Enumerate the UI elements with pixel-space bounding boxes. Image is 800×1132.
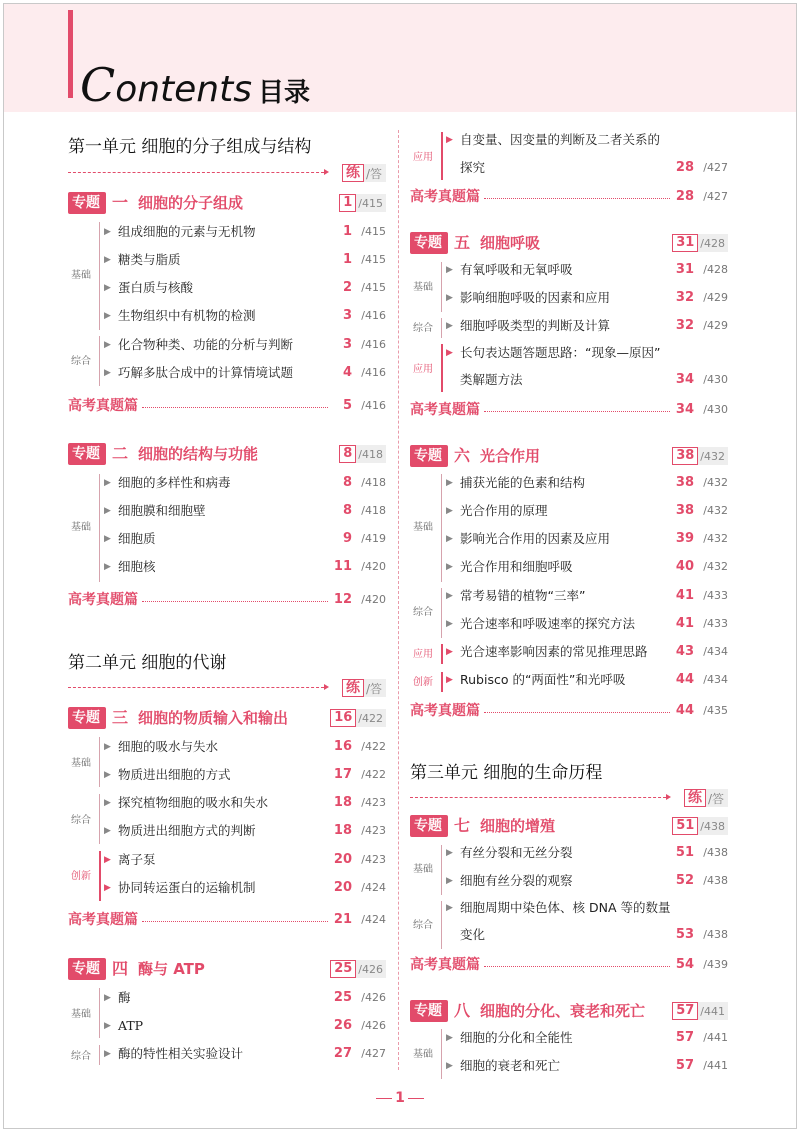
- toc-entry[interactable]: ▶ 组成细胞的元素与无机物 1 /415: [104, 222, 386, 242]
- topic-number: 六: [454, 446, 471, 465]
- unit-1-lianda: [68, 164, 386, 182]
- group-label: 基础: [71, 758, 91, 769]
- group-bar: [99, 851, 101, 901]
- column-divider: [398, 130, 399, 1070]
- group-label: 创新: [413, 677, 433, 688]
- topic-tag: 专题: [68, 443, 106, 465]
- toc-entry[interactable]: ▶ 捕获光能的色素和结构 38 /432: [446, 475, 728, 490]
- triangle-bullet-icon: ▶: [104, 340, 111, 350]
- group-bar: [99, 222, 100, 330]
- topic-name: 酶与 ATP: [138, 960, 205, 978]
- topic-number: 四: [112, 959, 129, 978]
- unit-2-lianda: 练 /答: [68, 679, 386, 697]
- group-bar: [99, 474, 100, 582]
- toc-entry-continued[interactable]: 变化 53 /438: [460, 927, 728, 942]
- topic-tag: 专题: [410, 1000, 448, 1022]
- topic-page: 1 /415: [339, 194, 386, 212]
- toc-entry[interactable]: ▶ 细胞的多样性和病毒 8 /418: [104, 475, 386, 490]
- toc-entry[interactable]: ▶ 细胞呼吸类型的判断及计算 32 /429: [446, 318, 728, 333]
- toc-entry[interactable]: ▶ 探究植物细胞的吸水和失水 18 /423: [104, 795, 386, 810]
- toc-entry[interactable]: ▶ 光合作用的原理 38 /432: [446, 503, 728, 518]
- topic-tag: 专题: [68, 707, 106, 729]
- gaokao-row[interactable]: 高考真题篇 12 /420: [68, 592, 386, 608]
- triangle-bullet-icon: ▶: [104, 255, 111, 265]
- toc-entry[interactable]: ▶ 酶 25 /426: [104, 990, 386, 1005]
- topic-tag: 专题: [410, 815, 448, 837]
- group-label: 基础: [71, 1009, 91, 1020]
- topic-1-header[interactable]: [68, 192, 386, 214]
- triangle-bullet-icon: ▶: [104, 227, 111, 237]
- topic-page: 57 /441: [672, 1002, 728, 1020]
- toc-entry-continued[interactable]: 类解题方法 34 /430: [460, 372, 728, 387]
- toc-entry[interactable]: ▶ 细胞的衰老和死亡 57 /441: [446, 1058, 728, 1073]
- topic-number: 七: [454, 816, 471, 835]
- title-initial: C: [80, 58, 116, 112]
- toc-entry[interactable]: ▶ 长句表达题答题思路：“现象—原因”: [446, 345, 661, 360]
- toc-entry[interactable]: ▶ 有丝分裂和无丝分裂 51 /438: [446, 845, 728, 860]
- topic-name: 细胞的物质输入和输出: [138, 709, 289, 727]
- toc-entry[interactable]: ▶ 细胞的分化和全能性 57 /441: [446, 1030, 728, 1045]
- toc-entry[interactable]: ▶ 酶的特性相关实验设计 27 /427: [104, 1046, 386, 1061]
- toc-entry[interactable]: ▶ 糖类与脂质 1 /415: [104, 250, 386, 270]
- toc-entry[interactable]: ▶ 细胞的吸水与失水 16 /422: [104, 739, 386, 754]
- toc-entry[interactable]: ▶ ATP 26 /426: [104, 1018, 386, 1033]
- unit-3-title: 第三单元 细胞的生命历程: [410, 763, 603, 783]
- topic-4-header[interactable]: [68, 958, 386, 980]
- topic-2-header[interactable]: [68, 443, 386, 465]
- gaokao-row[interactable]: 高考真题篇 54 /439: [410, 957, 728, 973]
- toc-entry[interactable]: ▶ 光合速率和呼吸速率的探究方法 41 /433: [446, 616, 728, 631]
- topic-page: 51 /438: [672, 817, 728, 835]
- group-bar: [441, 344, 443, 392]
- group-label: 基础: [413, 864, 433, 875]
- arrow-right-icon: [324, 684, 329, 690]
- group-bar: [441, 132, 443, 180]
- arrow-right-icon: [666, 794, 671, 800]
- toc-entry[interactable]: ▶ 细胞周期中染色体、核 DNA 等的数量: [446, 900, 671, 915]
- triangle-bullet-icon: ▶: [104, 368, 111, 378]
- topic-7-header[interactable]: [410, 815, 728, 837]
- page-number: 1: [370, 1090, 430, 1106]
- group-label: 应用: [413, 649, 433, 660]
- group-bar: [441, 318, 442, 338]
- toc-entry[interactable]: ▶ 协同转运蛋白的运输机制 20 /424: [104, 880, 386, 895]
- topic-number: 三: [112, 708, 129, 727]
- unit-3-lianda: 练 /答: [410, 789, 728, 807]
- group-label: 创新: [71, 871, 91, 882]
- topic-8-header[interactable]: [410, 1000, 728, 1022]
- unit-1-title: 第一单元 细胞的分子组成与结构: [68, 137, 312, 157]
- group-label: 基础: [71, 522, 91, 533]
- topic-page: 31 /428: [672, 234, 728, 252]
- gaokao-row[interactable]: 高考真题篇 21 /424: [68, 912, 386, 928]
- gaokao-row[interactable]: 高考真题篇 28 /427: [410, 189, 728, 205]
- toc-entry[interactable]: ▶ 自变量、因变量的判断及二者关系的: [446, 132, 661, 147]
- topic-5-header[interactable]: [410, 232, 728, 254]
- toc-entry[interactable]: ▶ 影响光合作用的因素及应用 39 /432: [446, 531, 728, 546]
- group-bar: [441, 474, 442, 582]
- group-bar: [99, 794, 100, 844]
- toc-entry[interactable]: ▶ 化合物种类、功能的分析与判断 3 /416: [104, 335, 386, 355]
- topic-tag: 专题: [68, 192, 106, 214]
- group-label: 综合: [71, 1051, 91, 1062]
- triangle-bullet-icon: ▶: [104, 283, 111, 293]
- topic-name: 细胞的结构与功能: [138, 445, 259, 463]
- group-label: 综合: [71, 356, 91, 367]
- lianda-dashline: [68, 172, 324, 173]
- topic-6-header[interactable]: [410, 445, 728, 467]
- group-label: 应用: [413, 364, 433, 375]
- page-title: [80, 58, 310, 112]
- topic-name: 细胞的增殖: [480, 817, 556, 835]
- group-label: 综合: [413, 607, 433, 618]
- group-bar: [441, 588, 442, 638]
- toc-entry[interactable]: ▶ 物质进出细胞的方式 17 /422: [104, 767, 386, 782]
- topic-name: 细胞的分子组成: [138, 194, 244, 212]
- lianda-box: [342, 164, 386, 182]
- toc-entry[interactable]: ▶ 影响细胞呼吸的因素和应用 32 /429: [446, 290, 728, 305]
- topic-number: 八: [454, 1001, 471, 1020]
- group-bar: [99, 988, 100, 1038]
- group-bar: [441, 644, 443, 664]
- gaokao-row[interactable]: 高考真题篇 34 /430: [410, 402, 728, 418]
- group-label: 基础: [413, 282, 433, 293]
- group-label: 基础: [413, 1049, 433, 1060]
- toc-entry[interactable]: ▶ 光合作用和细胞呼吸 40 /432: [446, 559, 728, 574]
- toc-entry[interactable]: ▶ 有氧呼吸和无氧呼吸 31 /428: [446, 262, 728, 277]
- group-bar: [441, 845, 442, 895]
- header-accent-bar: [68, 10, 73, 98]
- toc-entry[interactable]: ▶ 光合速率影响因素的常见推理思路 43 /434: [446, 644, 728, 659]
- toc-entry[interactable]: ▶ 离子泵 20 /423: [104, 852, 386, 867]
- group-label: 综合: [413, 323, 433, 334]
- group-bar: [99, 1045, 100, 1065]
- topic-name: 细胞呼吸: [480, 234, 541, 252]
- da-label: /答: [365, 166, 382, 181]
- topic-page: 25 /426: [330, 960, 386, 978]
- group-label: 应用: [413, 152, 433, 163]
- toc-entry[interactable]: ▶ 物质进出细胞方式的判断 18 /423: [104, 823, 386, 838]
- group-label: 基础: [71, 270, 91, 281]
- triangle-bullet-icon: ▶: [104, 311, 111, 321]
- topic-page: 8 /418: [339, 445, 386, 463]
- gaokao-row[interactable]: 高考真题篇 44 /435: [410, 703, 728, 719]
- unit-2-title: 第二单元 细胞的代谢: [68, 653, 227, 673]
- topic-tag: 专题: [410, 232, 448, 254]
- topic-name: 光合作用: [480, 447, 541, 465]
- arrow-right-icon: [324, 169, 329, 175]
- group-bar: [441, 901, 442, 949]
- group-bar: [99, 336, 100, 386]
- topic-tag: 专题: [410, 445, 448, 467]
- topic-number: 五: [454, 233, 471, 252]
- topic-page: 38 /432: [672, 447, 728, 465]
- title-cn: 目录: [258, 78, 311, 108]
- toc-entry[interactable]: ▶ 细胞核 11 /420: [104, 559, 386, 574]
- topic-3-header[interactable]: [68, 707, 386, 729]
- toc-entry-continued[interactable]: 探究 28 /427: [460, 160, 728, 175]
- group-bar: [441, 672, 443, 692]
- title-rest: ontents: [115, 69, 252, 110]
- group-label: 综合: [71, 815, 91, 826]
- gaokao-row[interactable]: 高考真题篇 5 /416: [68, 398, 386, 414]
- group-bar: [441, 1029, 442, 1079]
- group-label: 基础: [413, 522, 433, 533]
- topic-tag: 专题: [68, 958, 106, 980]
- topic-name: 细胞的分化、衰老和死亡: [480, 1002, 646, 1020]
- toc-entry[interactable]: ▶ 细胞有丝分裂的观察 52 /438: [446, 873, 728, 888]
- toc-entry[interactable]: ▶ 细胞质 9 /419: [104, 531, 386, 546]
- topic-number: 一: [112, 193, 129, 212]
- toc-entry[interactable]: ▶ 细胞膜和细胞壁 8 /418: [104, 503, 386, 518]
- toc-entry[interactable]: ▶ 生物组织中有机物的检测 3 /416: [104, 306, 386, 326]
- toc-entry[interactable]: ▶ 常考易错的植物“三率” 41 /433: [446, 588, 728, 603]
- topic-page: 16 /422: [330, 709, 386, 727]
- group-bar: [99, 737, 100, 787]
- topic-number: 二: [112, 444, 129, 463]
- toc-entry[interactable]: ▶ 巧解多肽合成中的计算情境试题 4 /416: [104, 363, 386, 383]
- toc-entry[interactable]: ▶ 蛋白质与核酸 2 /415: [104, 278, 386, 298]
- toc-entry[interactable]: ▶ Rubisco 的“两面性”和光呼吸 44 /434: [446, 672, 728, 687]
- group-bar: [441, 262, 442, 312]
- group-label: 综合: [413, 920, 433, 931]
- lian-label: 练: [342, 164, 364, 182]
